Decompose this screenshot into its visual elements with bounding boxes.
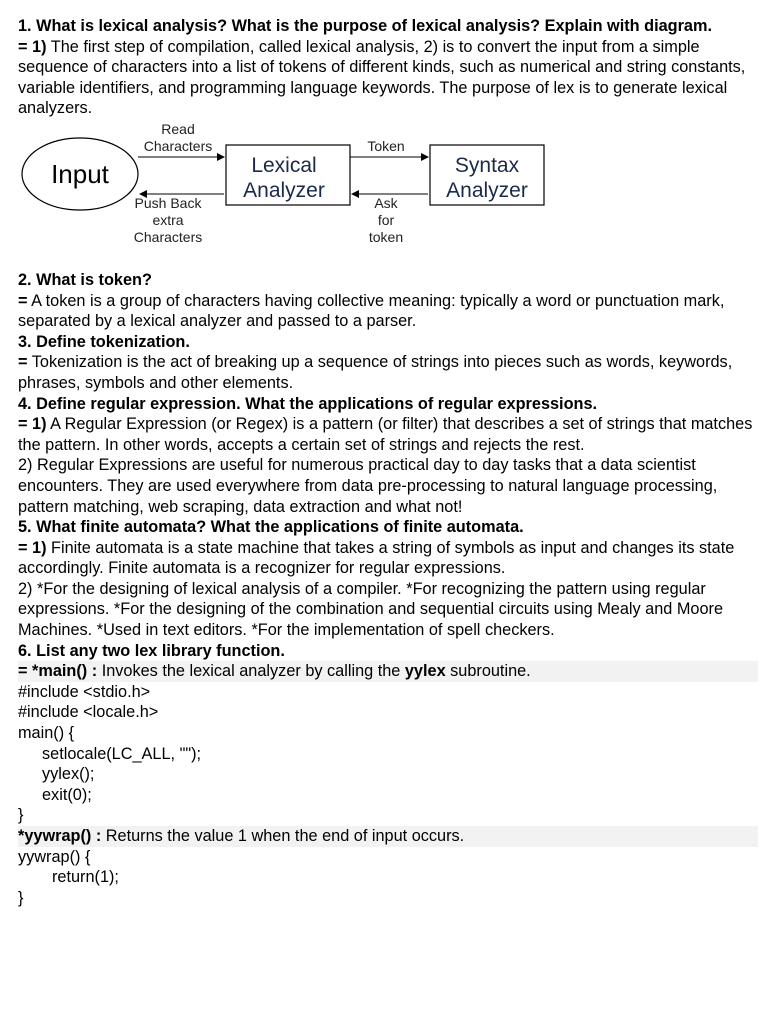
code-line: exit(0);	[42, 785, 92, 804]
code-line: yylex();	[42, 765, 95, 784]
question-1: 1. What is lexical analysis? What is the purpose of lexical analysis? Explain with diagram.	[18, 17, 712, 35]
question-5: 5. What finite automata? What the applications of finite automata.	[18, 518, 524, 537]
question-3: 3. Define tokenization.	[18, 332, 190, 351]
code-line: return(1);	[52, 868, 119, 887]
answer-5-part-1: = 1) Finite automata is a state machine that takes a string of symbols as input and changes its state accordingly. Finite automata is a recognizer for regular expressions.	[18, 538, 735, 578]
syntax-label-2: Analyzer	[446, 178, 528, 202]
code-line: yywrap() {	[18, 847, 91, 866]
answer-1: = 1) The first step of compilation, called lexical analysis, 2) is to convert the input from a simple sequence of characters into a list of tokens of different kinds, such as numerical and string constants, variable identifiers, and programming language keywords. The purpose of lex is to generate lexical analyzers.	[18, 37, 746, 118]
question-4: 4. Define regular expression. What the applications of regular expressions.	[18, 394, 598, 413]
code-line: }	[18, 806, 24, 825]
question-2: 2. What is token?	[18, 270, 152, 289]
code-line: }	[18, 888, 24, 907]
code-line: #include <stdio.h>	[18, 682, 151, 701]
read-label-1: Read	[161, 123, 195, 137]
ask-label-2: for	[377, 211, 395, 228]
push-label-1: Push Back	[134, 194, 202, 211]
main-function-description: = *main() : Invokes the lexical analyzer by calling the yylex subroutine.	[18, 661, 758, 682]
answer-4-part-2: 2) Regular Expressions are useful for numerous practical day to day tasks that a data scientist encounters. They are used everywhere from data pre-processing to natural language processing, pattern matching, web scraping, data extraction and what not!	[18, 456, 718, 516]
ask-label-3: token	[368, 228, 404, 245]
input-label: Input	[51, 158, 109, 189]
syntax-label-1: Syntax	[454, 153, 520, 177]
push-label-3: Characters	[133, 228, 203, 245]
lexical-analysis-diagram	[18, 124, 578, 260]
answer-4-part-1: = 1) A Regular Expression (or Regex) is a pattern (or filter) that describes a set of strings that matches the pattern. In other words, accepts a certain set of strings and rejects the rest.	[18, 415, 753, 454]
lexical-label-1: Lexical	[251, 153, 317, 177]
code-line: #include <locale.h>	[18, 703, 159, 722]
lexical-label-2: Analyzer	[243, 178, 325, 202]
token-label: Token	[367, 137, 405, 154]
code-line: setlocale(LC_ALL, "");	[42, 744, 202, 763]
answer-5-part-2: 2) *For the designing of lexical analysis of a compiler. *For recognizing the pattern using regular expressions. *For the designing of the combination and sequential circuits using Mealy and Moore Machines. *Used in text editors. *For the implementation of spell checkers.	[18, 579, 724, 640]
document	[18, 16, 758, 908]
yywrap-function-description: *yywrap() : Returns the value 1 when the end of input occurs.	[18, 826, 758, 847]
read-label-2: Characters	[143, 137, 213, 154]
push-label-2: extra	[152, 211, 184, 228]
answer-3: = Tokenization is the act of breaking up a sequence of strings into pieces such as words, keywords, phrases, symbols and other elements.	[18, 353, 733, 392]
question-6: 6. List any two lex library function.	[18, 641, 285, 660]
ask-label-1: Ask	[374, 194, 398, 211]
answer-2: = A token is a group of characters having collective meaning: typically a word or punctuation mark, separated by a lexical analyzer and passed to a parser.	[18, 291, 725, 331]
code-line: main() {	[18, 724, 75, 743]
